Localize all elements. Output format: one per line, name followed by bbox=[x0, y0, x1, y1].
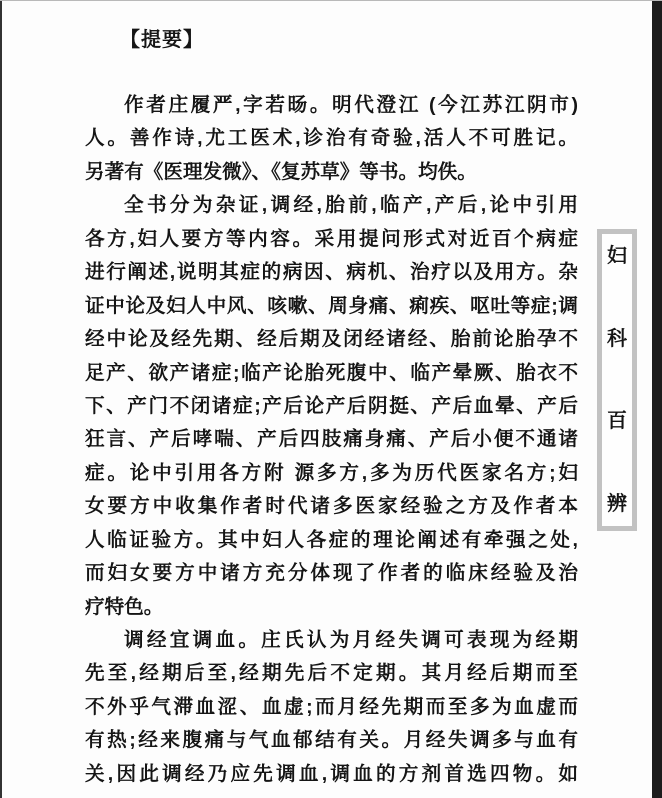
tab-character: 百 bbox=[607, 410, 627, 433]
text-line: 人临证验方。其中妇人各症的理论阐述有牵强之处, bbox=[85, 528, 578, 551]
text-line: 作者庄履严,字若旸。明代澄江 (今江苏江阴市) bbox=[124, 94, 578, 116]
body-text bbox=[85, 89, 578, 791]
text-line: 足产、欲产诸症;临产论胎死腹中、临产晕厥、胎衣不 bbox=[85, 361, 578, 384]
text-line: 另著有《医理发微》、《复苏草》等书。均佚。 bbox=[85, 160, 477, 183]
text-line: 先至,经期后至,经期先后不定期。其月经后期而至 bbox=[85, 662, 578, 685]
section-title: 【提要】 bbox=[120, 29, 204, 51]
text-line: 各方,妇人要方等内容。采用提问形式对近百个病症 bbox=[85, 227, 578, 250]
text-line: 人。善作诗,尤工医术,诊治有奇验,活人不可胜记。 bbox=[85, 127, 578, 150]
text-line: 关,因此调经乃应先调血,调血的方剂首选四物。如 bbox=[85, 762, 578, 785]
text-line: 经中论及经先期、经后期及闭经诸经、胎前论胎孕不 bbox=[85, 328, 578, 351]
left-scan-edge-line bbox=[0, 1, 2, 798]
text-line: 疗特色。 bbox=[85, 595, 164, 618]
text-line: 女要方中收集作者时代诸多医家经验之方及作者本 bbox=[85, 495, 578, 518]
text-line: 全书分为杂证,调经,胎前,临产,产后,论中引用 bbox=[124, 194, 578, 217]
tab-character: 辨 bbox=[607, 492, 627, 515]
text-line: 狂言、产后哮喘、产后四肢痛身痛、产后小便不通诸 bbox=[85, 428, 578, 451]
text-line: 进行阐述,说明其症的病因、病机、治疗以及用方。杂 bbox=[85, 261, 578, 284]
tab-character: 科 bbox=[607, 327, 627, 350]
text-line: 而妇女要方中诸方充分体现了作者的临床经验及治 bbox=[85, 562, 578, 585]
tab-character: 妇 bbox=[607, 245, 627, 267]
text-line: 调经宜调血。庄氏认为月经失调可表现为经期 bbox=[124, 629, 578, 651]
sidebar-book-title-tab bbox=[597, 229, 637, 531]
text-line: 不外乎气滞血涩、血虚;而月经先期而至多为血虚而 bbox=[85, 695, 578, 718]
text-line: 有热;经来腹痛与气血郁结有关。月经失调多与血有 bbox=[85, 729, 578, 752]
text-line: 下、产门不闭诸症;产后论产后阴挺、产后血晕、产后 bbox=[85, 394, 578, 417]
right-scan-edge-strip bbox=[652, 1, 662, 798]
text-line: 证中论及妇人中风、咳嗽、周身痛、痢疾、呕吐等症;调 bbox=[85, 294, 578, 317]
text-line: 症。论中引用各方附 源多方,多为历代医家名方;妇 bbox=[85, 461, 578, 484]
